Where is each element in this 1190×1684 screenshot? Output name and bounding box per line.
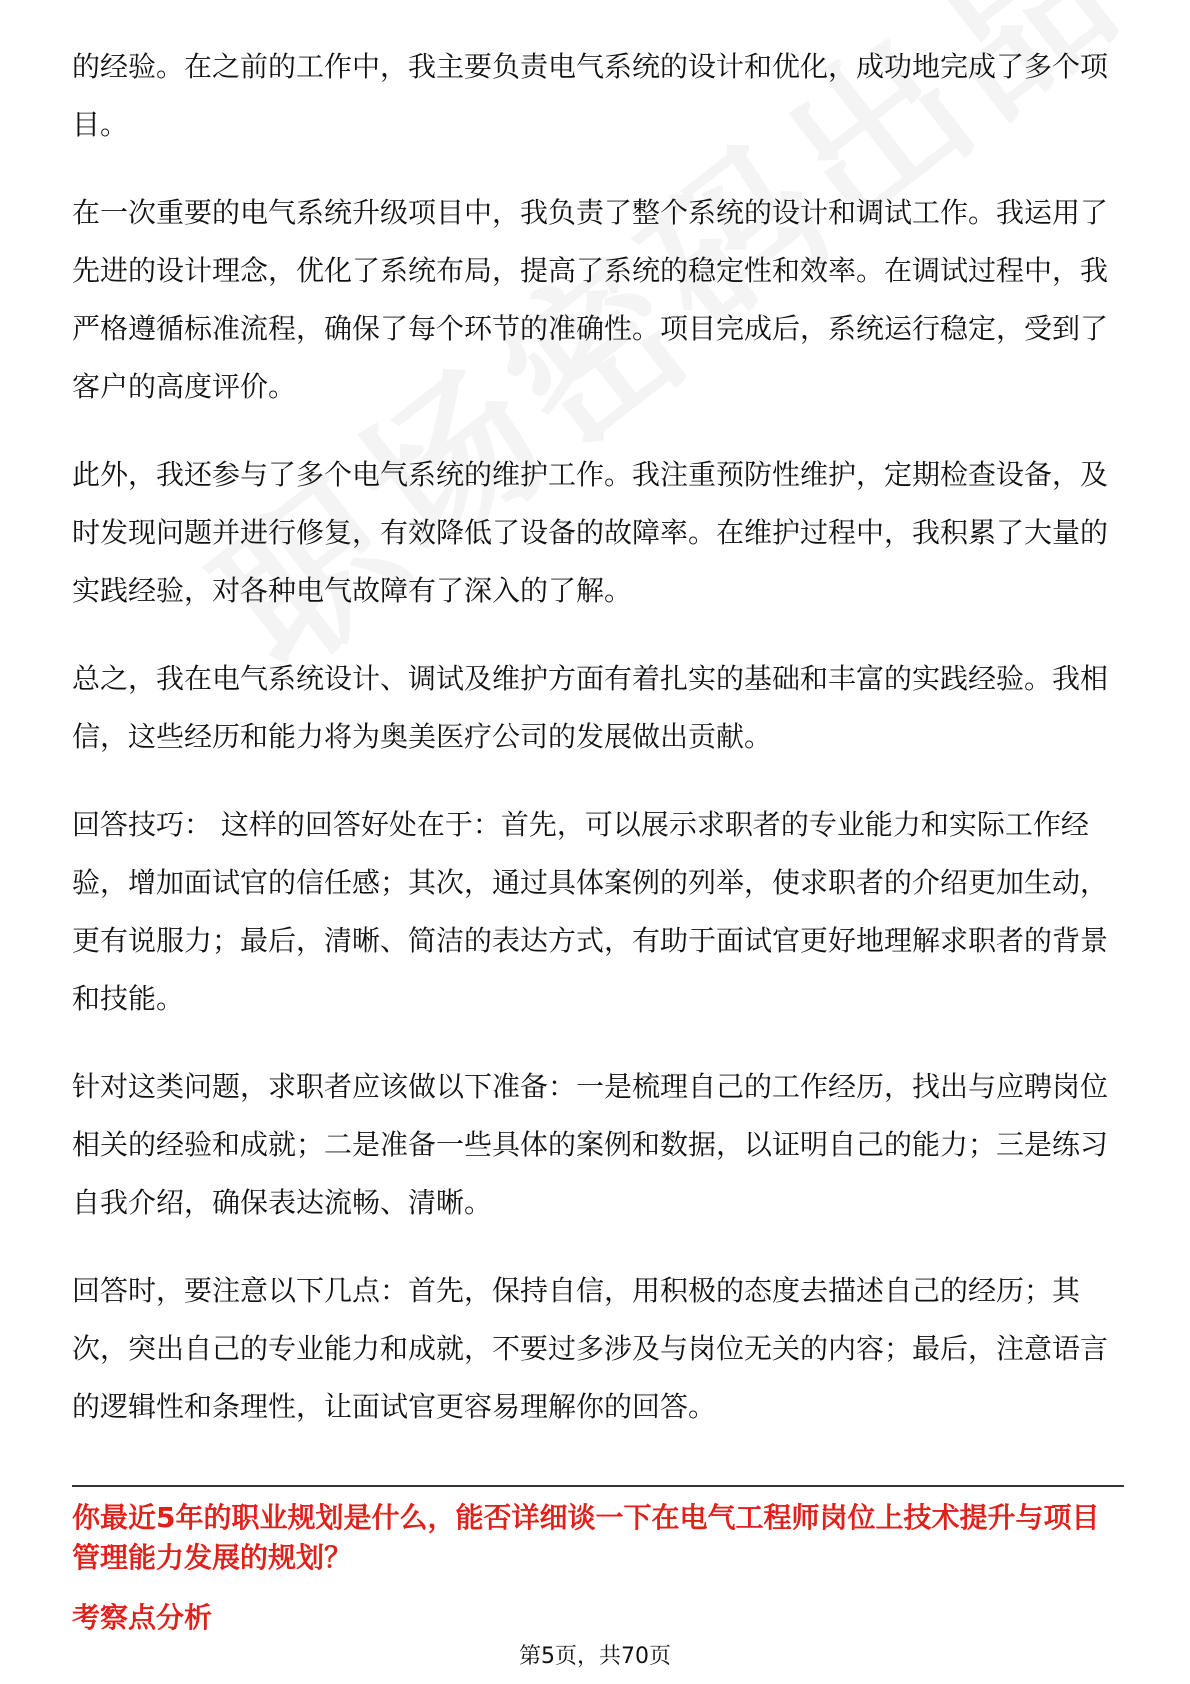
paragraph: 回答时，要注意以下几点：首先，保持自信，用积极的态度去描述自己的经历；其次，突出自己的专业能力和成就，不要过多涉及与岗位无关的内容；最后，注意语言的逻辑性和条理性，让面试官更容易理解你的回答。	[72, 1274, 1109, 1423]
page-number: 第5页，共70页	[519, 1644, 671, 1669]
paragraph: 针对这类问题，求职者应该做以下准备：一是梳理自己的工作经历，找出与应聘岗位相关的经验和成就；二是准备一些具体的案例和数据，以证明自己的能力；三是练习自我介绍，确保表达流畅、清晰。	[72, 1070, 1109, 1219]
paragraph: 总之，我在电气系统设计、调试及维护方面有着扎实的基础和丰富的实践经验。我相信，这些经历和能力将为奥美医疗公司的发展做出贡献。	[72, 662, 1109, 753]
paragraph: 在一次重要的电气系统升级项目中，我负责了整个系统的设计和调试工作。我运用了先进的设计理念，优化了系统布局，提高了系统的稳定性和效率。在调试过程中，我严格遵循标准流程，确保了每个环节的准确性。项目完成后，系统运行稳定，受到了客户的高度评价。	[72, 196, 1109, 403]
answer-tips-paragraph: 回答技巧： 这样的回答好处在于：首先，可以展示求职者的专业能力和实际工作经验，增加面试官的信任感；其次，通过具体案例的列举，使求职者的介绍更加生动，更有说服力；最后，清晰、简洁的表达方式，有助于面试官更好地理解求职者的背景和技能。	[72, 808, 1109, 1015]
document-body	[72, 38, 1124, 1466]
section-title: 考察点分析	[72, 1601, 213, 1634]
paragraph: 的经验。在之前的工作中，我主要负责电气系统的设计和优化，成功地完成了多个项目。	[72, 50, 1109, 141]
question-heading: 你最近5年的职业规划是什么，能否详细谈一下在电气工程师岗位上技术提升与项目管理能力发展的规划？	[72, 1501, 1100, 1574]
section-divider	[72, 1485, 1124, 1487]
paragraph: 此外，我还参与了多个电气系统的维护工作。我注重预防性维护，定期检查设备，及时发现问题并进行修复，有效降低了设备的故障率。在维护过程中，我积累了大量的实践经验，对各种电气故障有了深入的了解。	[72, 458, 1109, 607]
